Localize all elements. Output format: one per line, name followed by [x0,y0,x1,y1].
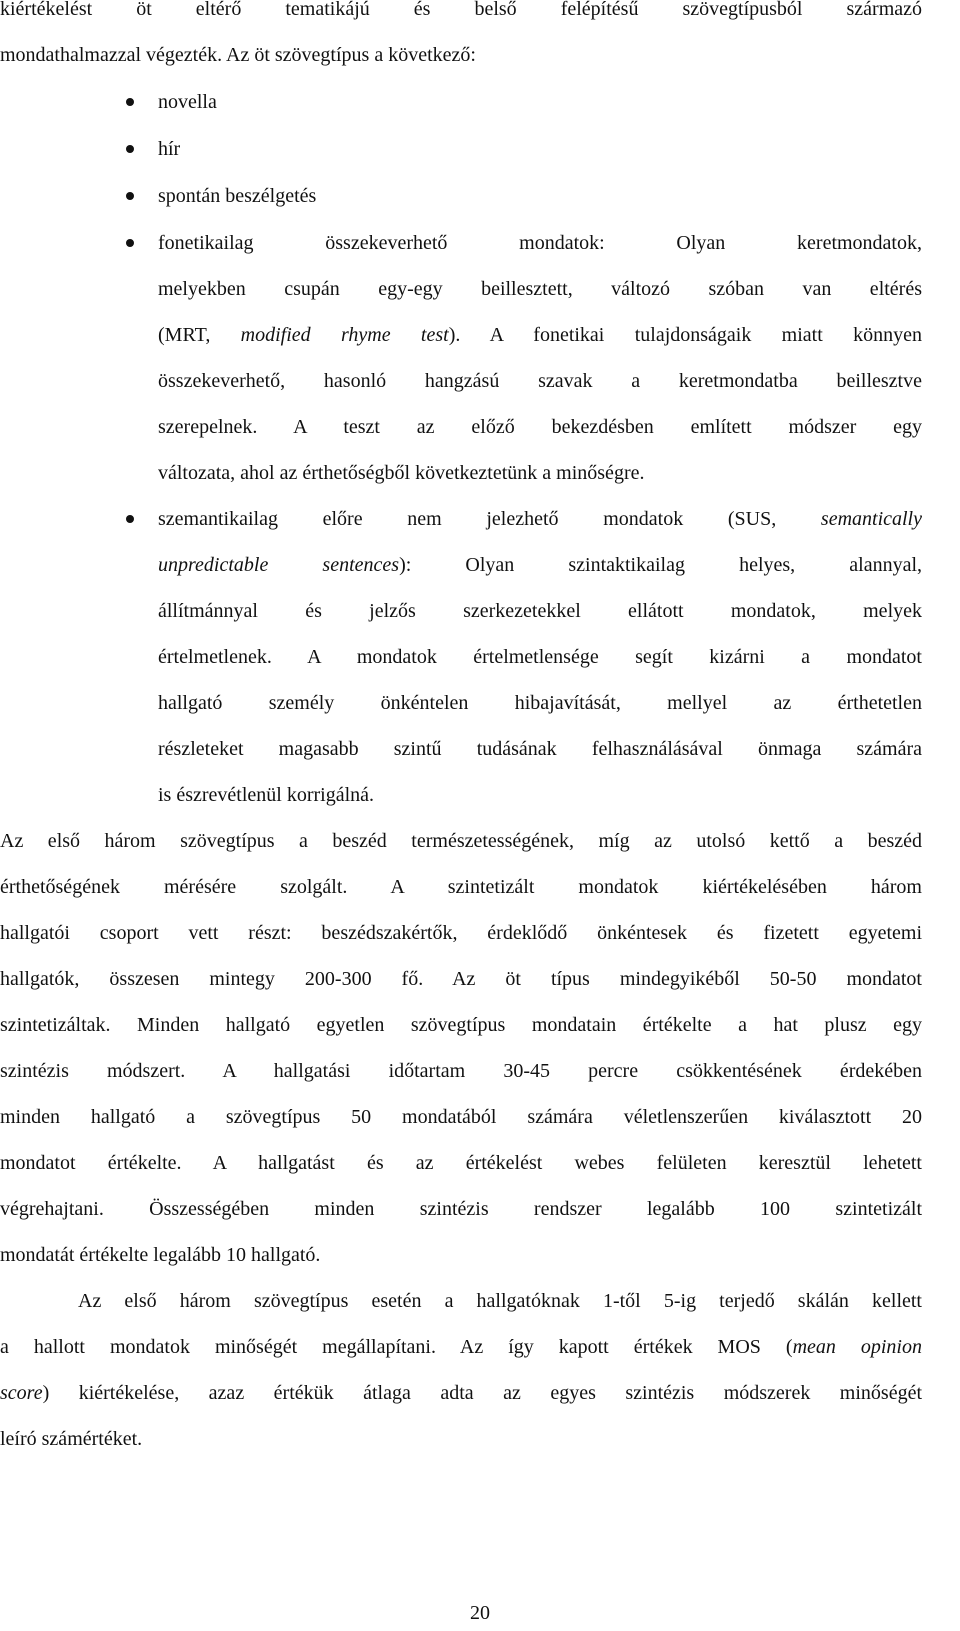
text-line: mondathalmazzal végezték. Az öt szövegtípus a következő: [0,44,476,66]
list-item-line: részleteket magasabb szintű tudásának felhasználásával önmaga számára [158,738,922,760]
list-item-line: szemantikailag előre nem jelezhető mondatok (SUS, semantically [158,508,922,530]
list-item-line: hallgató személy önkéntelen hibajavítását, mellyel az érthetetlen [158,692,922,714]
list-item-line: összekeverhető, hasonló hangzású szavak a keretmondatba beillesztve [158,370,922,392]
paragraph-line: végrehajtani. Összességében minden szintézis rendszer legalább 100 szintetizált [0,1198,922,1220]
list-item-line: szerepelnek. A teszt az előző bekezdésben említett módszer egy [158,416,922,438]
paragraph-line: érthetőségének mérésére szolgált. A szintetizált mondatok kiértékelésében három [0,876,922,898]
list-item: spontán beszélgetés [158,185,317,207]
bullet-icon [126,145,134,153]
paragraph-line: score) kiértékelése, azaz értékük átlaga adta az egyes szintézis módszerek minőségét [0,1382,922,1404]
paragraph-line: hallgatói csoport vett részt: beszédszakértők, érdeklődő önkéntesek és fizetett egyetemi [0,922,922,944]
list-item: novella [158,91,217,113]
paragraph-line: szintetizáltak. Minden hallgató egyetlen szövegtípus mondatain értékelte a hat plusz egy [0,1014,922,1036]
bullet-icon [126,515,134,523]
paragraph-line: hallgatók, összesen mintegy 200-300 fő. Az öt típus mindegyikéből 50-50 mondatot [0,968,922,990]
list-item-line: is észrevétlenül korrigálná. [158,784,375,806]
list-item-line: értelmetlenek. A mondatok értelmetlensége segít kizárni a mondatot [158,646,922,668]
list-item: hír [158,138,181,160]
list-item-line: állítmánnyal és jelzős szerkezetekkel ellátott mondatok, melyek [158,600,922,622]
bullet-icon [126,239,134,247]
text-line: kiértékelést öt eltérő tematikájú és belső felépítésű szövegtípusból származó [0,0,922,20]
paragraph-line: leíró számértéket. [0,1428,143,1450]
paragraph-line: a hallott mondatok minőségét megállapítani. Az így kapott értékek MOS (mean opinion [0,1336,922,1358]
paragraph-line: minden hallgató a szövegtípus 50 mondatából számára véletlenszerűen kiválasztott 20 [0,1106,922,1128]
list-item-line: (MRT, modified rhyme test). A fonetikai tulajdonságaik miatt könnyen [158,324,922,346]
bullet-icon [126,192,134,200]
paragraph-line: mondatot értékelte. A hallgatást és az értékelést webes felületen keresztül lehetett [0,1152,922,1174]
list-item-line: melyekben csupán egy-egy beillesztett, változó szóban van eltérés [158,278,922,300]
list-item-line: változata, ahol az érthetőségből következtetünk a minőségre. [158,462,645,484]
list-item-line: fonetikailag összekeverhető mondatok: Olyan keretmondatok, [158,232,922,254]
paragraph-line: szintézis módszert. A hallgatási időtartam 30-45 percre csökkentésének érdekében [0,1060,922,1082]
paragraph-line: Az első három szövegtípus esetén a hallgatóknak 1-től 5-ig terjedő skálán kellett [78,1290,922,1312]
paragraph-line: mondatát értékelte legalább 10 hallgató. [0,1244,321,1266]
bullet-icon [126,98,134,106]
paragraph-line: Az első három szövegtípus a beszéd természetességének, míg az utolsó kettő a beszéd [0,830,922,852]
page-number: 20 [470,1602,490,1624]
list-item-line: unpredictable sentences): Olyan szintaktikailag helyes, alannyal, [158,554,923,576]
